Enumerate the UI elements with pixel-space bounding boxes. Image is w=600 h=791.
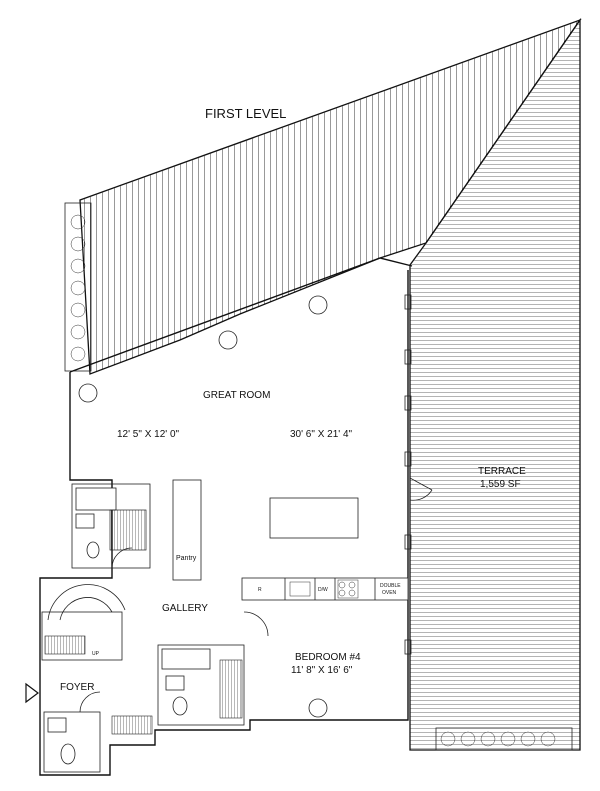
powder-room [44,692,100,772]
bedroom-bathroom [158,612,268,725]
bedroom4-label: BEDROOM #4 [295,652,361,663]
terrace-label: TERRACE [478,466,526,477]
level-title: FIRST LEVEL [205,106,287,121]
great-room-dims-left: 12' 5" X 12' 0" [117,429,180,440]
double-oven-label-1: DOUBLE [380,583,401,589]
kitchen-island [270,498,358,538]
dishwasher-label: D/W [318,587,328,593]
foyer-label: FOYER [60,682,95,693]
kitchen-counter [242,578,408,600]
spiral-stair [42,585,125,660]
entry-arrow-icon [26,684,38,702]
great-room-dims-right: 30' 6" X 21' 4" [290,429,353,440]
pantry-unit [173,480,201,580]
bedroom4-dims: 11' 8" X 16' 6" [291,665,353,676]
upper-bathroom [72,484,150,568]
double-oven-label-2: OVEN [382,590,397,596]
pantry-label: Pantry [176,555,197,562]
stair-up-label: UP [92,651,99,657]
foyer-closet [112,716,152,734]
terrace-area-label: 1,559 SF [480,479,521,490]
great-room-label: GREAT ROOM [203,390,271,401]
refrigerator-label: R [258,587,262,593]
gallery-label: GALLERY [162,603,208,614]
